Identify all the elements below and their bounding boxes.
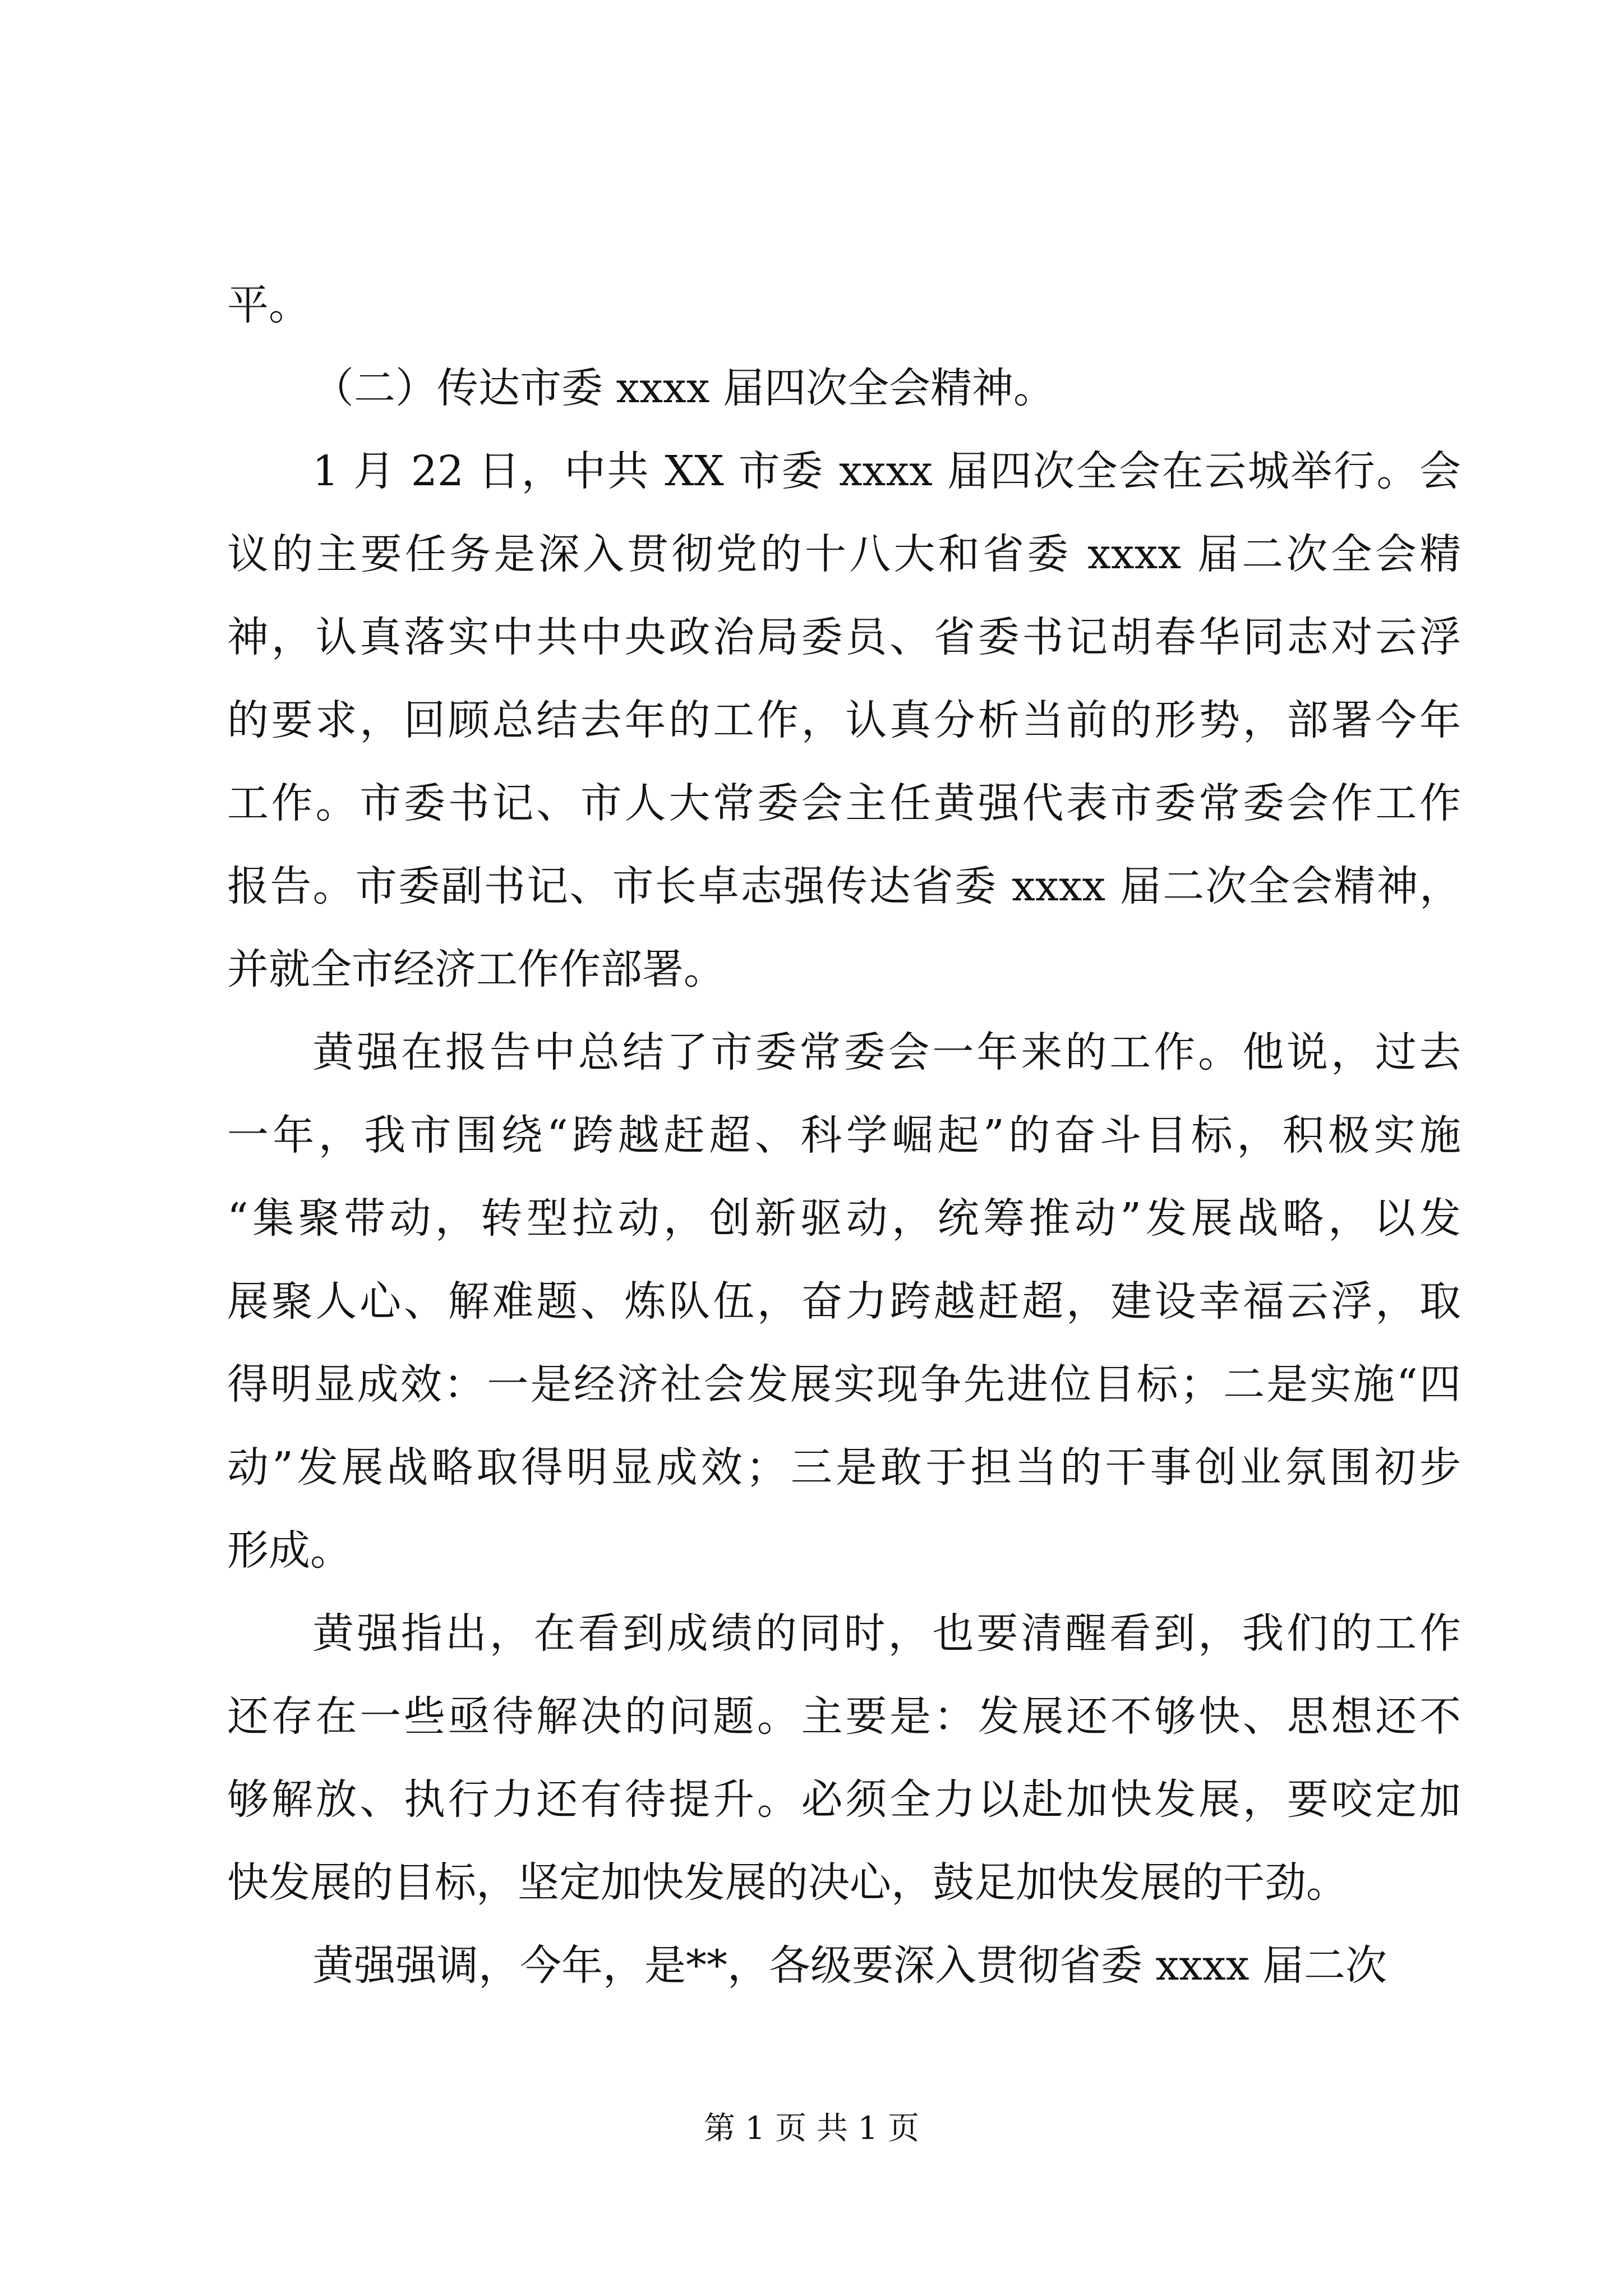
text-line: 神，认真落实中共中央政治局委员、省委书记胡春华同志对云浮 — [227, 613, 1461, 661]
text-line: 议的主要任务是深入贯彻党的十八大和省委 xxxx 届二次全会精 — [227, 530, 1461, 578]
text-line: 够解放、执行力还有待提升。必须全力以赴加快发展，要咬定加 — [227, 1775, 1461, 1824]
text-line: 平。 — [227, 281, 310, 329]
text-line: 的要求，回顾总结去年的工作，认真分析当前的形势，部署今年 — [227, 696, 1461, 744]
text-line: 黄强强调，今年，是**，各级要深入贯彻省委 xxxx 届二次 — [312, 1941, 1387, 1990]
text-line: 一年，我市围绕“跨越赶超、科学崛起”的奋斗目标，积极实施 — [227, 1111, 1461, 1159]
text-line: 动”发展战略取得明显成效；三是敢于担当的干事创业氛围初步 — [227, 1443, 1461, 1492]
text-line: 还存在一些亟待解决的问题。主要是：发展还不够快、思想还不 — [227, 1692, 1461, 1741]
text-line: 快发展的目标，坚定加快发展的决心，鼓足加快发展的干劲。 — [227, 1858, 1348, 1907]
text-line: 形成。 — [227, 1526, 352, 1575]
text-line: 展聚人心、解难题、炼队伍，奋力跨越赶超，建设幸福云浮，取 — [227, 1277, 1461, 1326]
text-line: 工作。市委书记、市人大常委会主任黄强代表市委常委会作工作 — [227, 779, 1461, 827]
text-line: “集聚带动，转型拉动，创新驱动，统筹推动”发展战略，以发 — [227, 1194, 1461, 1243]
document-body — [227, 264, 1461, 2007]
text-line: 黄强指出，在看到成绩的同时，也要清醒看到，我们的工作 — [312, 1609, 1461, 1658]
section-heading: （二）传达市委 xxxx 届四次全会精神。 — [312, 364, 1055, 412]
page-footer: 第 1 页 共 1 页 — [703, 2110, 920, 2147]
text-line: 得明显成效：一是经济社会发展实现争先进位目标；二是实施“四 — [227, 1360, 1461, 1409]
text-line: 1 月 22 日，中共 XX 市委 xxxx 届四次全会在云城举行。会 — [312, 447, 1461, 495]
text-line: 报告。市委副书记、市长卓志强传达省委 xxxx 届二次全会精神， — [227, 862, 1461, 910]
text-line: 黄强在报告中总结了市委常委会一年来的工作。他说，过去 — [312, 1028, 1461, 1076]
text-line: 并就全市经济工作作部署。 — [227, 945, 725, 993]
